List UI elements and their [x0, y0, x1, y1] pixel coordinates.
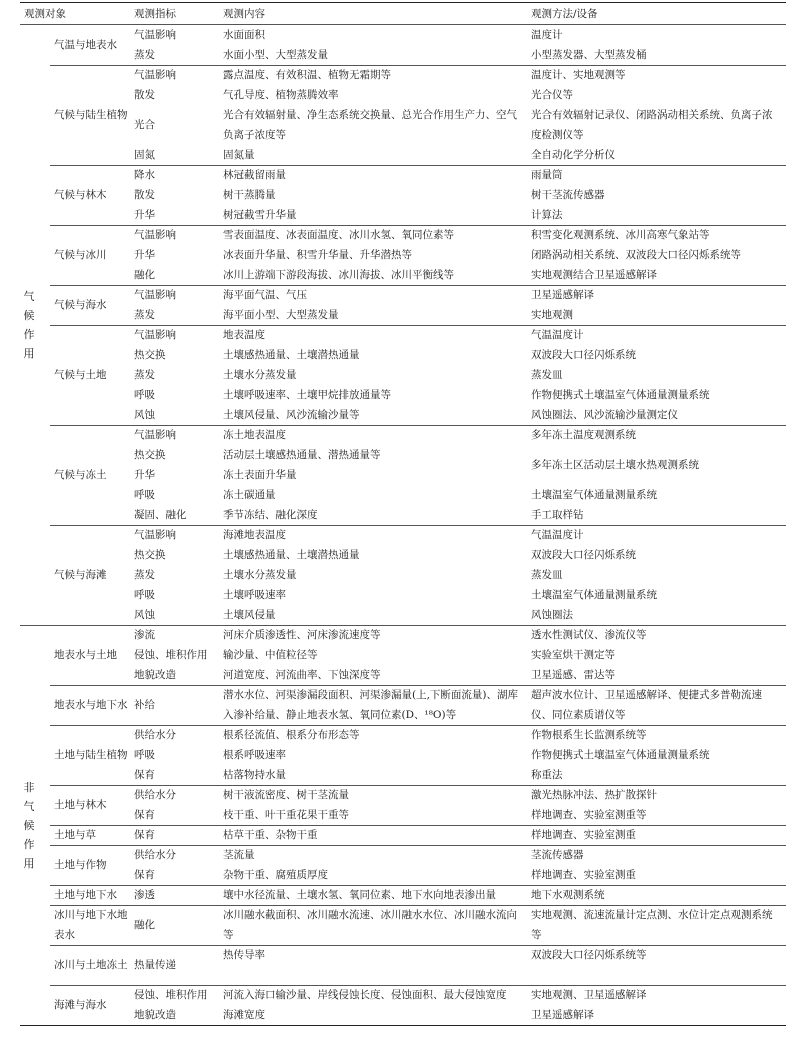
- method-cell: 实验室烘干测定等: [531, 649, 615, 661]
- method-cell: 双波段大口径闪烁系统: [531, 549, 636, 561]
- object-subgroup-cell: 土地与草: [54, 829, 96, 841]
- header-observation-indicator: 观测指标: [134, 8, 176, 20]
- indicator-cell: 热量传递: [134, 959, 176, 971]
- method-cell: 双波段大口径闪烁系统等: [531, 949, 647, 961]
- content-cell: 土壤水分蒸发量: [223, 369, 297, 381]
- content-cell: 水面面积: [223, 29, 265, 41]
- method-cell: 全自动化学分析仪: [531, 149, 615, 161]
- indicator-cell: 凝固、融化: [134, 509, 187, 521]
- content-cell: 冰表面升华量、积雪升华量、升华潜热等: [223, 249, 412, 261]
- object-subgroup-cell: 气温与地表水: [54, 39, 117, 51]
- content-cell: 潜水水位、河渠渗漏段面积、河渠渗漏量(上,下断面流量)、湖库入渗补给量、静止地表水氢、氧同位素(D、¹⁸O)等: [223, 689, 519, 721]
- indicator-cell: 侵蚀、堆积作用: [134, 649, 208, 661]
- header-observation-content: 观测内容: [223, 8, 265, 20]
- indicator-cell: 蒸发: [134, 569, 155, 581]
- indicator-cell: 呼吸: [134, 589, 155, 601]
- method-cell: 温度计、实地观测等: [531, 69, 626, 81]
- indicator-cell: 呼吸: [134, 389, 155, 401]
- method-cell: 作物便携式土壤温室气体通量测量系统: [531, 749, 710, 761]
- indicator-cell: 保育: [134, 769, 155, 781]
- object-subgroup-cell: 气候与海滩: [54, 569, 107, 581]
- content-cell: 枝干重、叶干重花果干重等: [223, 809, 349, 821]
- method-cell: 计算法: [531, 209, 563, 221]
- indicator-cell: 蒸发: [134, 369, 155, 381]
- indicator-cell: 散发: [134, 189, 155, 201]
- object-subgroup-cell: 气候与陆生植物: [54, 109, 128, 121]
- content-cell: 河床介质渗透性、河床渗流速度等: [223, 629, 381, 641]
- content-cell: 土壤呼吸速率: [223, 589, 286, 601]
- method-cell: 双波段大口径闪烁系统: [531, 349, 636, 361]
- indicator-cell: 热交换: [134, 549, 166, 561]
- object-subgroup-cell: 土地与林木: [54, 799, 107, 811]
- content-cell: 根系径流值、根系分布形态等: [223, 729, 360, 741]
- group-label: 非气候作用: [23, 780, 35, 870]
- indicator-cell: 气温影响: [134, 229, 176, 241]
- content-cell: 土壤感热通量、土壤潜热通量: [223, 349, 360, 361]
- indicator-cell: 升华: [134, 469, 155, 481]
- indicator-cell: 风蚀: [134, 409, 155, 421]
- indicator-cell: 蒸发: [134, 49, 155, 61]
- method-cell: 树干茎流传感器: [531, 189, 605, 201]
- indicator-cell: 呼吸: [134, 489, 155, 501]
- indicator-cell: 升华: [134, 249, 155, 261]
- method-cell: 气温温度计: [531, 329, 584, 341]
- content-cell: 枯落物持水量: [223, 769, 286, 781]
- indicator-cell: 侵蚀、堆积作用: [134, 989, 208, 1001]
- method-cell: 卫星遥感、雷达等: [531, 669, 615, 681]
- content-cell: 输沙量、中值粒径等: [223, 649, 318, 661]
- content-cell: 季节冻结、融化深度: [223, 509, 318, 521]
- indicator-cell: 气温影响: [134, 69, 176, 81]
- method-cell: 土壤温室气体通量测量系统: [531, 589, 657, 601]
- object-subgroup-cell: 冰川与土地冻土: [54, 959, 128, 971]
- object-subgroup-cell: 地表水与土地: [54, 649, 117, 661]
- method-cell: 蒸发皿: [531, 569, 563, 581]
- object-subgroup-cell: 地表水与地下水: [54, 699, 128, 711]
- content-cell: 冰川上游端下游段海拔、冰川海拔、冰川平衡线等: [223, 269, 454, 281]
- method-cell: 风蚀圈法: [531, 609, 573, 621]
- method-cell: 实地观测、卫星遥感解译: [531, 989, 647, 1001]
- content-cell: 土壤感热通量、土壤潜热通量: [223, 549, 360, 561]
- content-cell: 壤中水径流量、土壤水氢、氧同位素、地下水向地表渗出量: [223, 889, 496, 901]
- method-cell: 样地调查、实验室测重: [531, 869, 636, 881]
- content-cell: 露点温度、有效积温、植物无霜期等: [223, 69, 391, 81]
- indicator-cell: 降水: [134, 169, 155, 181]
- indicator-cell: 气温影响: [134, 329, 176, 341]
- object-subgroup-cell: 气候与海水: [54, 299, 107, 311]
- content-cell: 雪表面温度、冰表面温度、冰川水氢、氧同位素等: [223, 229, 454, 241]
- method-cell: 风蚀圈法、风沙流输沙量测定仪: [531, 409, 678, 421]
- header-observation-object: 观测对象: [24, 8, 66, 20]
- method-cell: 多年冻土温度观测系统: [531, 429, 636, 441]
- method-cell: 作物便携式土壤温室气体通量测量系统: [531, 389, 710, 401]
- indicator-cell: 气温影响: [134, 529, 176, 541]
- content-cell: 树冠截雪升华量: [223, 209, 297, 221]
- indicator-cell: 渗透: [134, 889, 155, 901]
- table-top-rule: [20, 2, 786, 3]
- method-cell: 实地观测: [531, 309, 573, 321]
- method-cell: 激光热脉冲法、热扩散探针: [531, 789, 657, 801]
- indicator-cell: 融化: [134, 269, 155, 281]
- indicator-cell: 气温影响: [134, 29, 176, 41]
- method-cell: 样地调查、实验室测重: [531, 829, 636, 841]
- object-subgroup-cell: 气候与冰川: [54, 249, 107, 261]
- indicator-cell: 地貌改造: [134, 1009, 176, 1021]
- content-cell: 水面小型、大型蒸发量: [223, 49, 328, 61]
- indicator-cell: 风蚀: [134, 609, 155, 621]
- method-cell: 卫星遥感解译: [531, 1009, 594, 1021]
- method-cell: 称重法: [531, 769, 563, 781]
- indicator-cell: 呼吸: [134, 749, 155, 761]
- content-cell: 河道宽度、河流曲率、下蚀深度等: [223, 669, 381, 681]
- content-cell: 根系呼吸速率: [223, 749, 286, 761]
- method-cell: 卫星遥感解译: [531, 289, 594, 301]
- object-subgroup-cell: 气候与林木: [54, 189, 107, 201]
- content-cell: 地表温度: [223, 329, 265, 341]
- method-cell: 超声波水位计、卫星遥感解译、便捷式多普勒流速仪、同位素质谱仪等: [531, 689, 762, 721]
- content-cell: 固氮量: [223, 149, 255, 161]
- object-subgroup-cell: 土地与作物: [54, 859, 107, 871]
- object-subgroup-cell: 气候与冻土: [54, 469, 107, 481]
- method-cell: 样地调查、实验室测重等: [531, 809, 647, 821]
- method-cell: 光合仪等: [531, 89, 573, 101]
- method-cell: 气温温度计: [531, 529, 584, 541]
- content-cell: 河流入海口输沙量、岸线侵蚀长度、侵蚀面积、最大侵蚀宽度: [223, 989, 507, 1001]
- content-cell: 林冠截留雨量: [223, 169, 286, 181]
- indicator-cell: 气温影响: [134, 429, 176, 441]
- object-subgroup-cell: 冰川与地下水地表水: [54, 909, 128, 941]
- indicator-cell: 保育: [134, 809, 155, 821]
- indicator-cell: 供给水分: [134, 729, 176, 741]
- group-label: 气候作用: [23, 290, 35, 360]
- content-cell: 海滩宽度: [223, 1009, 265, 1021]
- method-cell: 蒸发皿: [531, 369, 563, 381]
- method-cell: 作物根系生长监测系统等: [531, 729, 647, 741]
- content-cell: 气孔导度、植物蒸腾效率: [223, 89, 339, 101]
- content-cell: 海平面气温、气压: [223, 289, 307, 301]
- method-cell: 实地观测、流速流量计定点测、水位计定点观测系统等: [531, 909, 773, 941]
- indicator-cell: 地貌改造: [134, 669, 176, 681]
- indicator-cell: 融化: [134, 919, 155, 931]
- content-cell: 树干液流密度、树干茎流量: [223, 789, 349, 801]
- object-subgroup-cell: 气候与土地: [54, 369, 107, 381]
- method-cell: 透水性测试仪、渗流仪等: [531, 629, 647, 641]
- indicator-cell: 供给水分: [134, 789, 176, 801]
- indicator-cell: 保育: [134, 829, 155, 841]
- content-cell: 土壤风侵量: [223, 609, 276, 621]
- indicator-cell: 固氮: [134, 149, 155, 161]
- content-cell: 热传导率: [223, 949, 265, 961]
- indicator-cell: 保育: [134, 869, 155, 881]
- indicator-cell: 热交换: [134, 449, 166, 461]
- content-cell: 冻土表面升华量: [223, 469, 297, 481]
- indicator-cell: 渗流: [134, 629, 155, 641]
- method-cell: 闭路涡动相关系统、双波段大口径闪烁系统等: [531, 249, 741, 261]
- method-cell: 小型蒸发器、大型蒸发桶: [531, 49, 647, 61]
- object-subgroup-cell: 土地与地下水: [54, 889, 117, 901]
- content-cell: 土壤风侵量、风沙流输沙量等: [223, 409, 360, 421]
- indicator-cell: 升华: [134, 209, 155, 221]
- content-cell: 海平面小型、大型蒸发量: [223, 309, 339, 321]
- content-cell: 冰川融水截面积、冰川融水流速、冰川融水水位、冰川融水流向等: [223, 909, 517, 941]
- method-cell: 积雪变化观测系统、冰川高寒气象站等: [531, 229, 710, 241]
- indicator-cell: 光合: [134, 119, 155, 131]
- content-cell: 土壤呼吸速率、土壤甲烷排放通量等: [223, 389, 391, 401]
- group-divider: [20, 1025, 786, 1026]
- method-cell: 手工取样钻: [531, 509, 584, 521]
- content-cell: 土壤水分蒸发量: [223, 569, 297, 581]
- method-cell: 土壤温室气体通量测量系统: [531, 489, 657, 501]
- indicator-cell: 气温影响: [134, 289, 176, 301]
- indicator-cell: 热交换: [134, 349, 166, 361]
- method-cell: 雨量筒: [531, 169, 563, 181]
- header-observation-method: 观测方法/设备: [531, 8, 598, 20]
- indicator-cell: 散发: [134, 89, 155, 101]
- method-cell: 茎流传感器: [531, 849, 584, 861]
- method-cell: 多年冻土区活动层土壤水热观测系统: [531, 459, 699, 471]
- content-cell: 茎流量: [223, 849, 255, 861]
- content-cell: 杂物干重、腐殖质厚度: [223, 869, 328, 881]
- content-cell: 海滩地表温度: [223, 529, 286, 541]
- content-cell: 枯草干重、杂物干重: [223, 829, 318, 841]
- indicator-cell: 蒸发: [134, 309, 155, 321]
- content-cell: 树干蒸腾量: [223, 189, 276, 201]
- indicator-cell: 供给水分: [134, 849, 176, 861]
- content-cell: 活动层土壤感热通量、潜热通量等: [223, 449, 381, 461]
- method-cell: 地下水观测系统: [531, 889, 605, 901]
- method-cell: 实地观测结合卫星遥感解译: [531, 269, 657, 281]
- content-cell: 冻土碳通量: [223, 489, 276, 501]
- content-cell: 光合有效辐射量、净生态系统交换量、总光合作用生产力、空气负离子浓度等: [223, 109, 517, 141]
- method-cell: 光合有效辐射记录仪、闭路涡动相关系统、负离子浓度检测仪等: [531, 109, 773, 141]
- indicator-cell: 补给: [134, 699, 155, 711]
- object-subgroup-cell: 海滩与海水: [54, 999, 107, 1011]
- method-cell: 温度计: [531, 29, 563, 41]
- object-subgroup-cell: 土地与陆生植物: [54, 749, 128, 761]
- content-cell: 冻土地表温度: [223, 429, 286, 441]
